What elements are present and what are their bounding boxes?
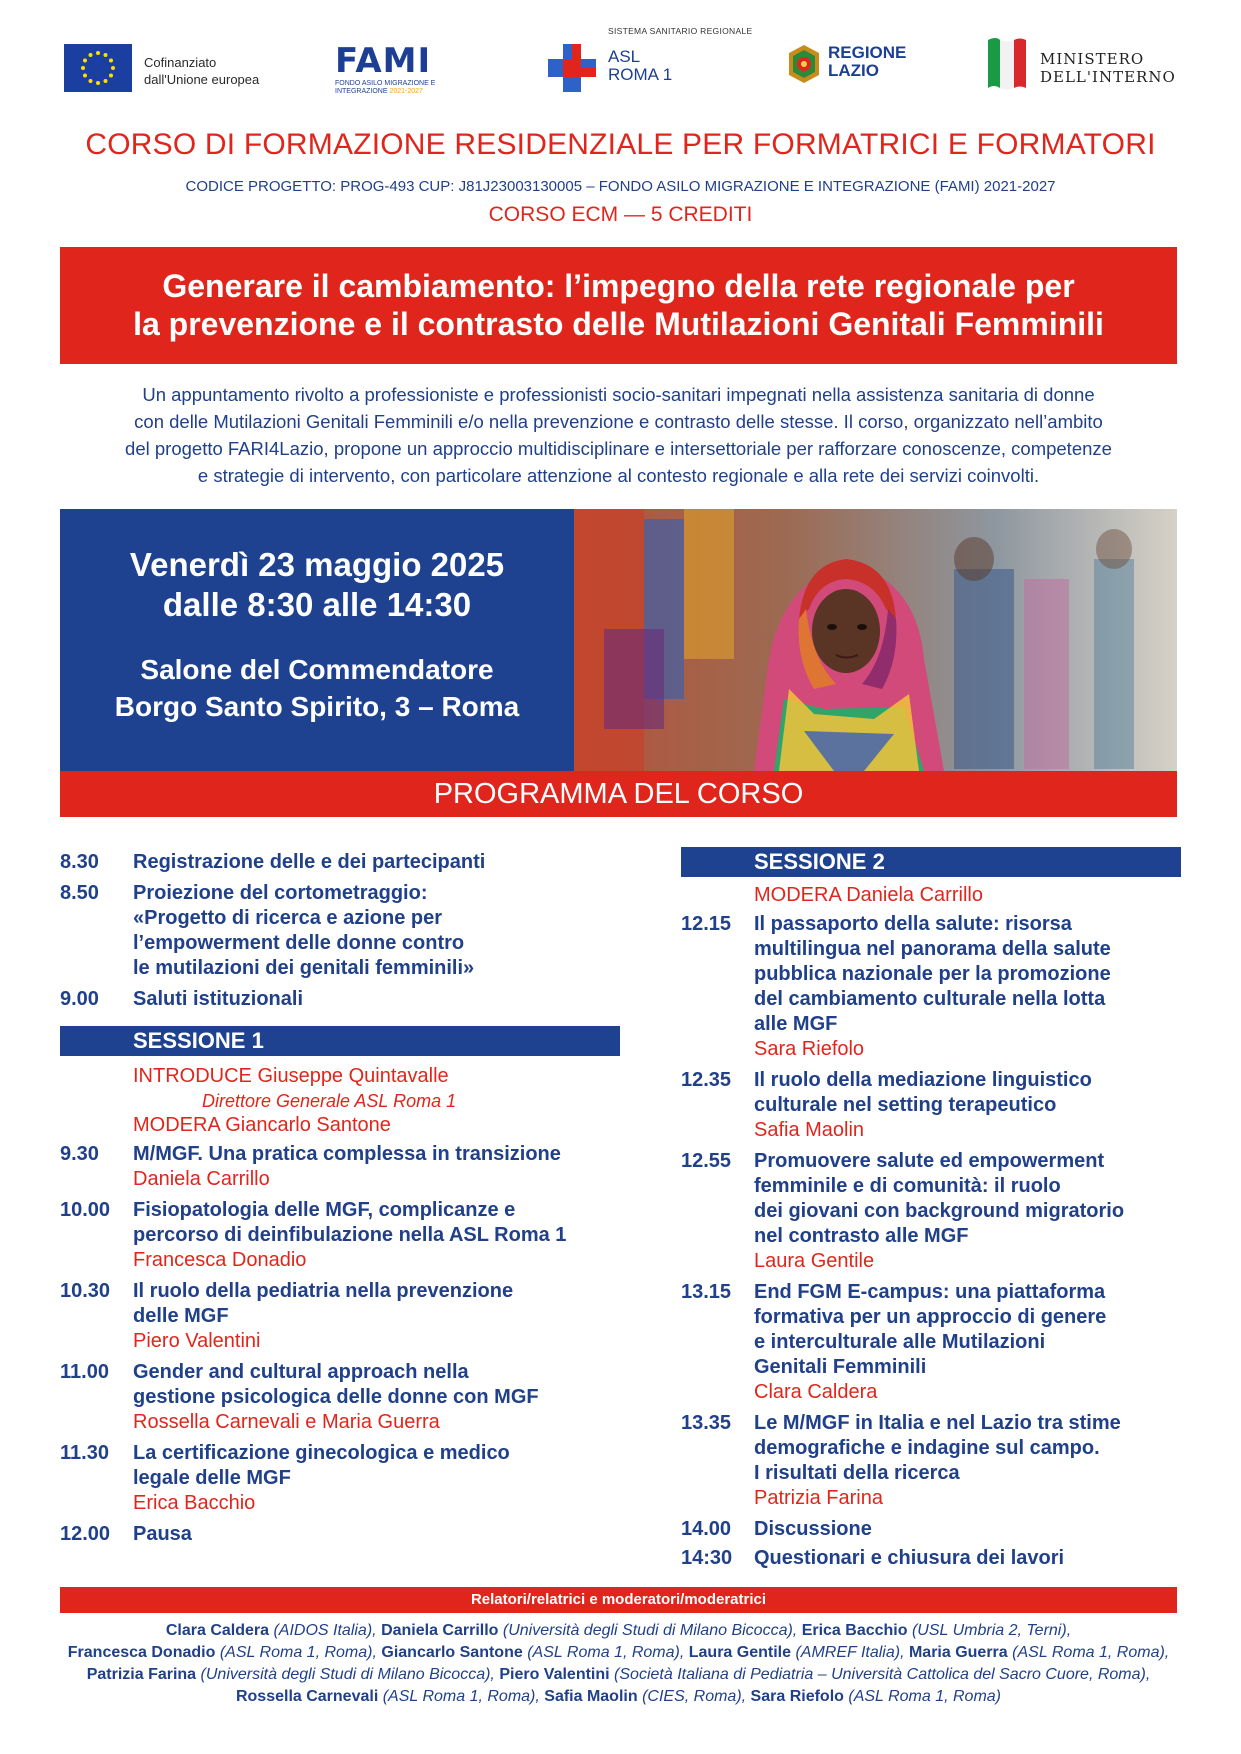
fami-title: FAMI (335, 41, 432, 81)
program-item: 12.15 Il passaporto della salute: risorsa multilingua nel panorama della salute pubblica nazionale per la promozione del cambiamento culturale nella lotta alle MGF Sara Riefolo (681, 912, 1181, 1062)
ministero-interno-logo (984, 30, 1184, 100)
asl-text: ASL ROMA 1 (608, 47, 673, 84)
ecm-credits: CORSO ECM — 5 CREDITI (488, 203, 753, 226)
program-item: 12.35 Il ruolo della mediazione linguistico culturale nel setting terapeutico Safia Maolin (681, 1068, 1181, 1143)
program-item: 14:30 Questionari e chiusura dei lavori (681, 1547, 1065, 1569)
eu-text: Cofinanziato dall'Unione europea (144, 55, 260, 87)
program-item: 11.00 Gender and cultural approach nella gestione psicologica delle donne con MGF Rossella Carnevali e Maria Guerra (60, 1360, 620, 1435)
program-item: 10.00 Fisiopatologia delle MGF, complicanze e percorso di deinfibulazione nella ASL Roma 1 Francesca Donadio (60, 1198, 620, 1273)
program-right-column (681, 847, 1181, 1571)
program-item: 14.00 Discussione (681, 1518, 872, 1540)
introduce-role: Direttore Generale ASL Roma 1 (202, 1091, 457, 1111)
banner-line-2: la prevenzione e il contrasto delle Mutilazioni Genitali Femminili (133, 306, 1104, 342)
regione-lazio-logo (786, 42, 936, 92)
lazio-text: REGIONE LAZIO (828, 43, 907, 80)
program-item: 12.55 Promuovere salute ed empowerment femminile e di comunità: il ruolo dei giovani con background migratorio nel contrasto alle MGF Laura Gentile (681, 1149, 1181, 1274)
event-venue: Salone del Commendatore Borgo Santo Spirito, 3 – Roma (114, 654, 520, 722)
woman-market-photo (574, 509, 1177, 771)
ssr-label: SISTEMA SANITARIO REGIONALE (608, 26, 753, 36)
event-info-box (60, 509, 574, 771)
speaker-name: Piero Valentini (133, 1330, 261, 1352)
course-title: CORSO DI FORMAZIONE RESIDENZIALE PER FORMATRICI E FORMATORI (85, 128, 1156, 161)
program-item: 9.00 Saluti istituzionali (60, 988, 304, 1010)
program-item: 13.15 End FGM E-campus: una piattaforma formativa per un approccio di genere e interculturale alle Mutilazioni Genitali Femminili Clara Caldera (681, 1280, 1181, 1405)
asl-cross-icon (546, 42, 598, 94)
program-item: 12.00 Pausa (60, 1523, 192, 1545)
program-item: 13.35 Le M/MGF in Italia e nel Lazio tra stime demografiche e indagine sul campo. I risultati della ricerca Patrizia Farina (681, 1411, 1181, 1511)
italian-flag-icon (984, 34, 1030, 90)
speaker-name: Sara Riefolo (754, 1038, 865, 1060)
speaker-name: Daniela Carrillo (133, 1168, 270, 1190)
event-date: Venerdì 23 maggio 2025 dalle 8:30 alle 14:30 (129, 546, 505, 623)
speakers-heading: Relatori/relatrici e moderatori/moderatrici (60, 1587, 1177, 1613)
asl-roma1-logo (546, 26, 753, 104)
program-item: 10.30 Il ruolo della pediatria nella prevenzione delle MGF Piero Valentini (60, 1279, 620, 1354)
program-item: 11.30 La certificazione ginecologica e medico legale delle MGF Erica Bacchio (60, 1441, 620, 1516)
speaker-name: Laura Gentile (754, 1250, 875, 1272)
speaker-name: Safia Maolin (754, 1119, 865, 1141)
speaker-name: Patrizia Farina (754, 1487, 883, 1509)
ministero-text: MINISTERO DELL'INTERNO (1040, 50, 1176, 86)
project-code: CODICE PROGETTO: PROG-493 CUP: J81J23003130005 – FONDO ASILO MIGRAZIONE E INTEGRAZIONE (FAMI) 2021-2027 (185, 178, 1056, 195)
title-banner (60, 247, 1177, 364)
speaker-name: Francesca Donadio (133, 1249, 307, 1271)
program-left-column (60, 850, 620, 1547)
program-item: 9.30 M/MGF. Una pratica complessa in transizione Daniela Carrillo (60, 1142, 620, 1192)
program-item: 8.30 Registrazione delle e dei partecipanti (60, 851, 486, 873)
logo-row (60, 26, 1180, 110)
speaker-name: Rossella Carnevali e Maria Guerra (133, 1411, 440, 1433)
session-2-header: SESSIONE 2 (681, 847, 1181, 877)
program-item: 8.50 Proiezione del cortometraggio: «Progetto di ricerca e azione per l’empowerment delle donne contro le mutilazioni dei genitali femminili» (60, 882, 475, 979)
moderator-label: MODERA Daniela Carrillo (754, 884, 983, 906)
speaker-name: Clara Caldera (754, 1381, 878, 1403)
speaker-name: Erica Bacchio (133, 1492, 256, 1514)
eu-flag-icon (64, 44, 132, 92)
banner-line-1: Generare il cambiamento: l’impegno della rete regionale per (162, 268, 1075, 304)
fami-subtitle: FONDO ASILO MIGRAZIONE E INTEGRAZIONE 2021-2027 (335, 80, 436, 95)
speakers-list: Clara Caldera (AIDOS Italia), Daniela Carrillo (Università degli Studi di Milano Bicocca), Erica Bacchio (USL Umbria 2, Terni), Francesca Donadio (ASL Roma 1, Roma), Giancarlo Santone (ASL Roma 1, Roma), Laura Gentile (AMREF Italia), Maria Guerra (ASL Roma 1, Roma), Patrizia Farina (Università degli Studi di Milano Bicocca), Piero Valentini (Società Italiana di Pediatria – Università Cattolica del Sacro Cuore, Roma), Rossella Carnevali (ASL Roma 1, Roma), Safia Maolin (CIES, Roma), Sara Riefolo (ASL Roma 1, Roma) (67, 1622, 1170, 1705)
moderator-label: MODERA Giancarlo Santone (133, 1114, 391, 1136)
lazio-emblem-icon (786, 44, 822, 84)
introduce-label: INTRODUCE Giuseppe Quintavalle (133, 1065, 449, 1087)
fami-logo (335, 41, 445, 100)
session-1-header: SESSIONE 1 (60, 1026, 620, 1056)
program-heading: PROGRAMMA DEL CORSO (60, 771, 1177, 817)
intro-paragraph: Un appuntamento rivolto a professioniste e professionisti socio-sanitari impegnati nella assistenza sanitaria di donne con delle Mutilazioni Genitali Femminili e/o nella prevenzione e contrasto delle stesse. Il corso, organizzato nell’ambito del progetto FARI4Lazio, propone un approccio multidisciplinare e intersettoriale per rafforzare conoscenze, competenze e strategie di intervento, con particolare attenzione al contesto regionale e alla rete dei servizi coinvolti. (125, 384, 1112, 486)
